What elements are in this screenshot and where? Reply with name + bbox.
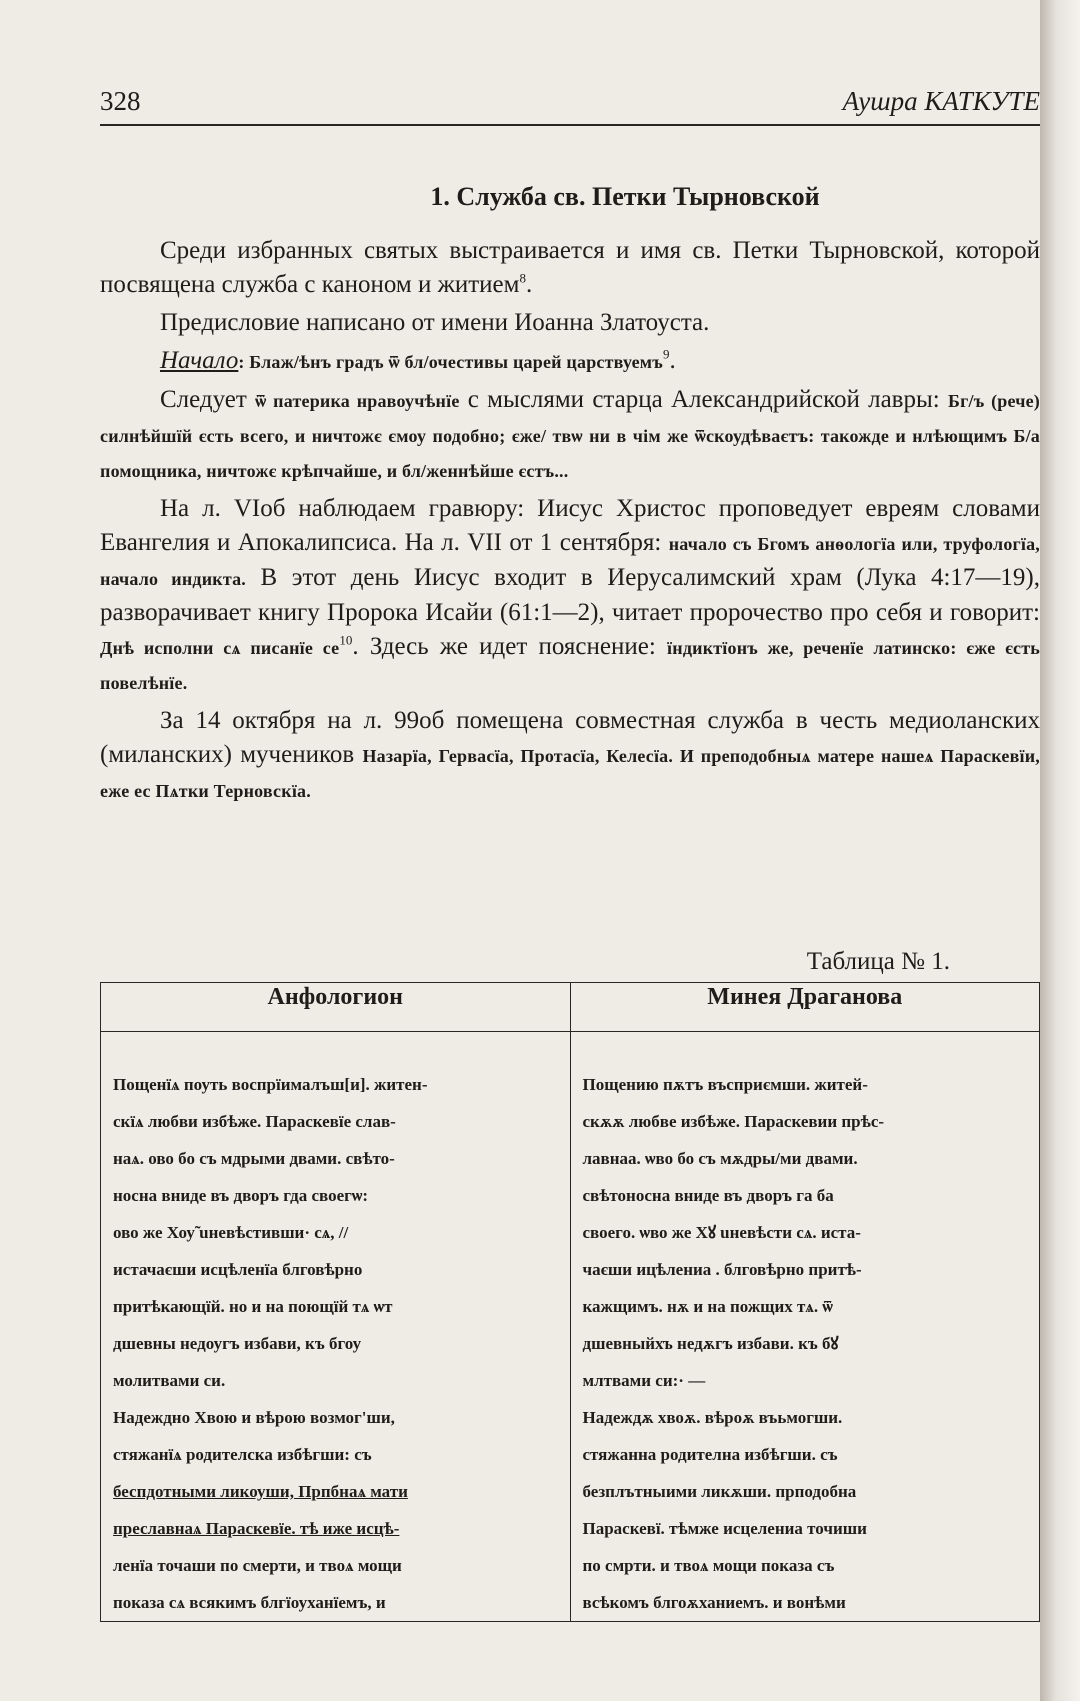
text-line: молитвами си.	[113, 1371, 226, 1390]
text-line: носна вниде въ дворъ гда своегѡ:	[113, 1186, 369, 1205]
text-line: беспдотными ликоуши, Прпбнаѧ мати	[113, 1482, 408, 1501]
text-line: стяжанїѧ родителска избѣгши: съ	[113, 1445, 372, 1464]
p5-slavonic-b: Днѣ исполни сѧ писанїе се	[100, 638, 340, 658]
text-line: Надеждно Хвою и вѣрою возмог'ши,	[113, 1408, 395, 1427]
table-caption: Таблица № 1.	[806, 948, 950, 975]
paragraph-6	[100, 704, 1040, 808]
running-header	[100, 80, 1040, 126]
text-line: чаєши ицѣлениа . блговѣрно притѣ-	[582, 1260, 862, 1279]
text-line: скѫѫ любве избѣже. Параскевии прѣс-	[582, 1112, 885, 1131]
paragraph-5	[100, 492, 1040, 700]
paragraph-3: Начало: Блаж/ѣнъ градъ ѿ бл/очестивы царей царствуемъ$^9$.	[160, 346, 676, 374]
p5-slavonic-c: їндиктїонъ же, реченїе латинско: єже єсть повелѣнїе.	[100, 638, 1040, 693]
text-line: безплътныими ликѫши. прподобна	[582, 1482, 857, 1501]
text-line: лавнаа. ѡво бо съ мѫдры/ми двами.	[582, 1149, 858, 1168]
p5-text-a: На л. VIоб наблюдаем гравюру: Иисус Христос проповедует евреям словами Евангелия и Апокалипсиса. На л. VII от 1 сентября:	[100, 495, 1040, 556]
page-number: 328	[100, 86, 141, 116]
text-line: дшевныйхъ недѫгъ избави. къ бꙋ	[582, 1334, 839, 1353]
text-line: скїѧ любви избѣже. Параскевїе слав-	[113, 1112, 396, 1131]
paragraph-1-text: Среди избранных святых выстраивается и имя св. Петки Тырновской, которой посвящена служба с каноном и житием	[100, 237, 1040, 298]
table-header-row	[101, 983, 1040, 1032]
anfologion-cell	[101, 1032, 571, 1622]
footnote-8: 8	[519, 270, 526, 286]
text-line: кажщимъ. нѫ и на пожщих тѧ. ѿ	[582, 1297, 833, 1316]
footnote-9: 9	[662, 346, 670, 362]
text-line: дшевны недоугъ избави, къ бгоу	[113, 1334, 362, 1353]
table-row	[101, 1032, 1040, 1622]
text-line: Параскевї. тѣмже исцелениа точиши	[582, 1519, 867, 1538]
text-line: ово же Хоу̃ uневѣстивши· сѧ, //	[113, 1223, 349, 1242]
paragraph-1: Среди избранных святых выстраивается и имя св. Петки Тырновской, которой посвящена служба с каноном и житием$^8$.	[100, 237, 1040, 298]
p5-slavonic-a: начало съ Бгомъ анѳологїа или, труфологїа, начало индикта.	[100, 534, 1040, 589]
p5-text-b: В этот день Иисус входит в Иерусалимский храм (Лука 4:17—19), разворачивает книгу Пророка Исайи (61:1—2), читает пророчество про себя и говорит:	[100, 564, 1040, 626]
p5-text-c: . Здесь же идет пояснение:	[352, 633, 668, 660]
comparison-table	[100, 982, 1040, 1622]
p4-slavonic-a: ѿ патерика нравоучѣнїе	[255, 391, 460, 411]
text-line: свѣтоносна вниде въ дворъ га ба	[582, 1186, 834, 1205]
main-text	[100, 180, 1040, 812]
text-line: своего. ѡво же Хꙋ uневѣсти сѧ. иста-	[582, 1223, 861, 1242]
text-line: показа сѧ всякимъ блгїоуханїемъ, и	[113, 1593, 386, 1612]
text-line: млтвами си:· —	[582, 1371, 706, 1390]
text-line: истачаєши исцѣленїа блговѣрно	[113, 1260, 363, 1279]
p6-slavonic-a: Назарїа, Гервасїа, Протасїа, Келесїа. И преподобныѧ матере нашеѧ Параскевїи, еже ес Пѧтки Терновскїа.	[100, 746, 1040, 801]
text-line: по смрти. и твоѧ мощи показа съ	[582, 1556, 835, 1575]
text-line: Надеждѫ хвоѫ. вѣроѫ въьмогши.	[582, 1408, 843, 1427]
text-line: Пощению пѫтъ въсприємши. житей-	[582, 1075, 868, 1094]
text-line: Пощенїѧ поуть воспрїималъш[и]. житен-	[113, 1075, 428, 1094]
p6-text-a: За 14 октября на л. 99об помещена совместная служба в честь медиоланских (миланских) мучеников	[100, 707, 1040, 768]
text-line: всѣкомъ блгоѫханиемъ. и вонѣми	[582, 1593, 846, 1612]
p4-slavonic-b: Бг/ъ (рече) силнѣйшїй єсть всего, и ничтожє ємоу подобно; єже/ твѡ ни в чім же ѿскоудѣваєтъ: такожде и нлѣющимъ Б/а помощника, ничтожє крѣпчайше, и бл/женнѣйше єстъ...	[100, 391, 1040, 481]
text-line: стяжанна родителна избѣгши. съ	[582, 1445, 838, 1464]
p4-text-a: Следует	[160, 386, 256, 413]
text-line: притѣкающїй. но и на поющїй тѧ ѡт	[113, 1297, 393, 1316]
paragraph-2: Предисловие написано от имени Иоанна Златоуста.	[160, 309, 710, 336]
incipit-text: : Блаж/ѣнъ градъ ѿ бл/очестивы царей царствуемъ	[238, 352, 663, 372]
incipit-label: Начало	[160, 347, 239, 374]
text-line: наѧ. ово бо съ мдрыми двами. свѣто-	[113, 1149, 395, 1168]
mineya-cell	[570, 1032, 1040, 1622]
text-line: ленїа точаши по смерти, и твоѧ мощи	[113, 1556, 402, 1575]
p4-text-b: с мыслями старца Александрийской лавры:	[459, 386, 949, 413]
text-line: преславнаѧ Параскевїе. тѣ иже исцѣ-	[113, 1519, 400, 1538]
column-header-anfologion: Анфологион	[101, 983, 571, 1032]
running-header-author: Аушра КАТКУТЕ	[842, 86, 1040, 116]
footnote-10: 10	[339, 632, 353, 648]
section-title: 1. Служба св. Петки Тырновской	[430, 182, 820, 211]
page-edge	[1040, 0, 1080, 1701]
column-header-mineya: Минея Драганова	[570, 983, 1040, 1032]
paragraph-4	[100, 383, 1040, 488]
